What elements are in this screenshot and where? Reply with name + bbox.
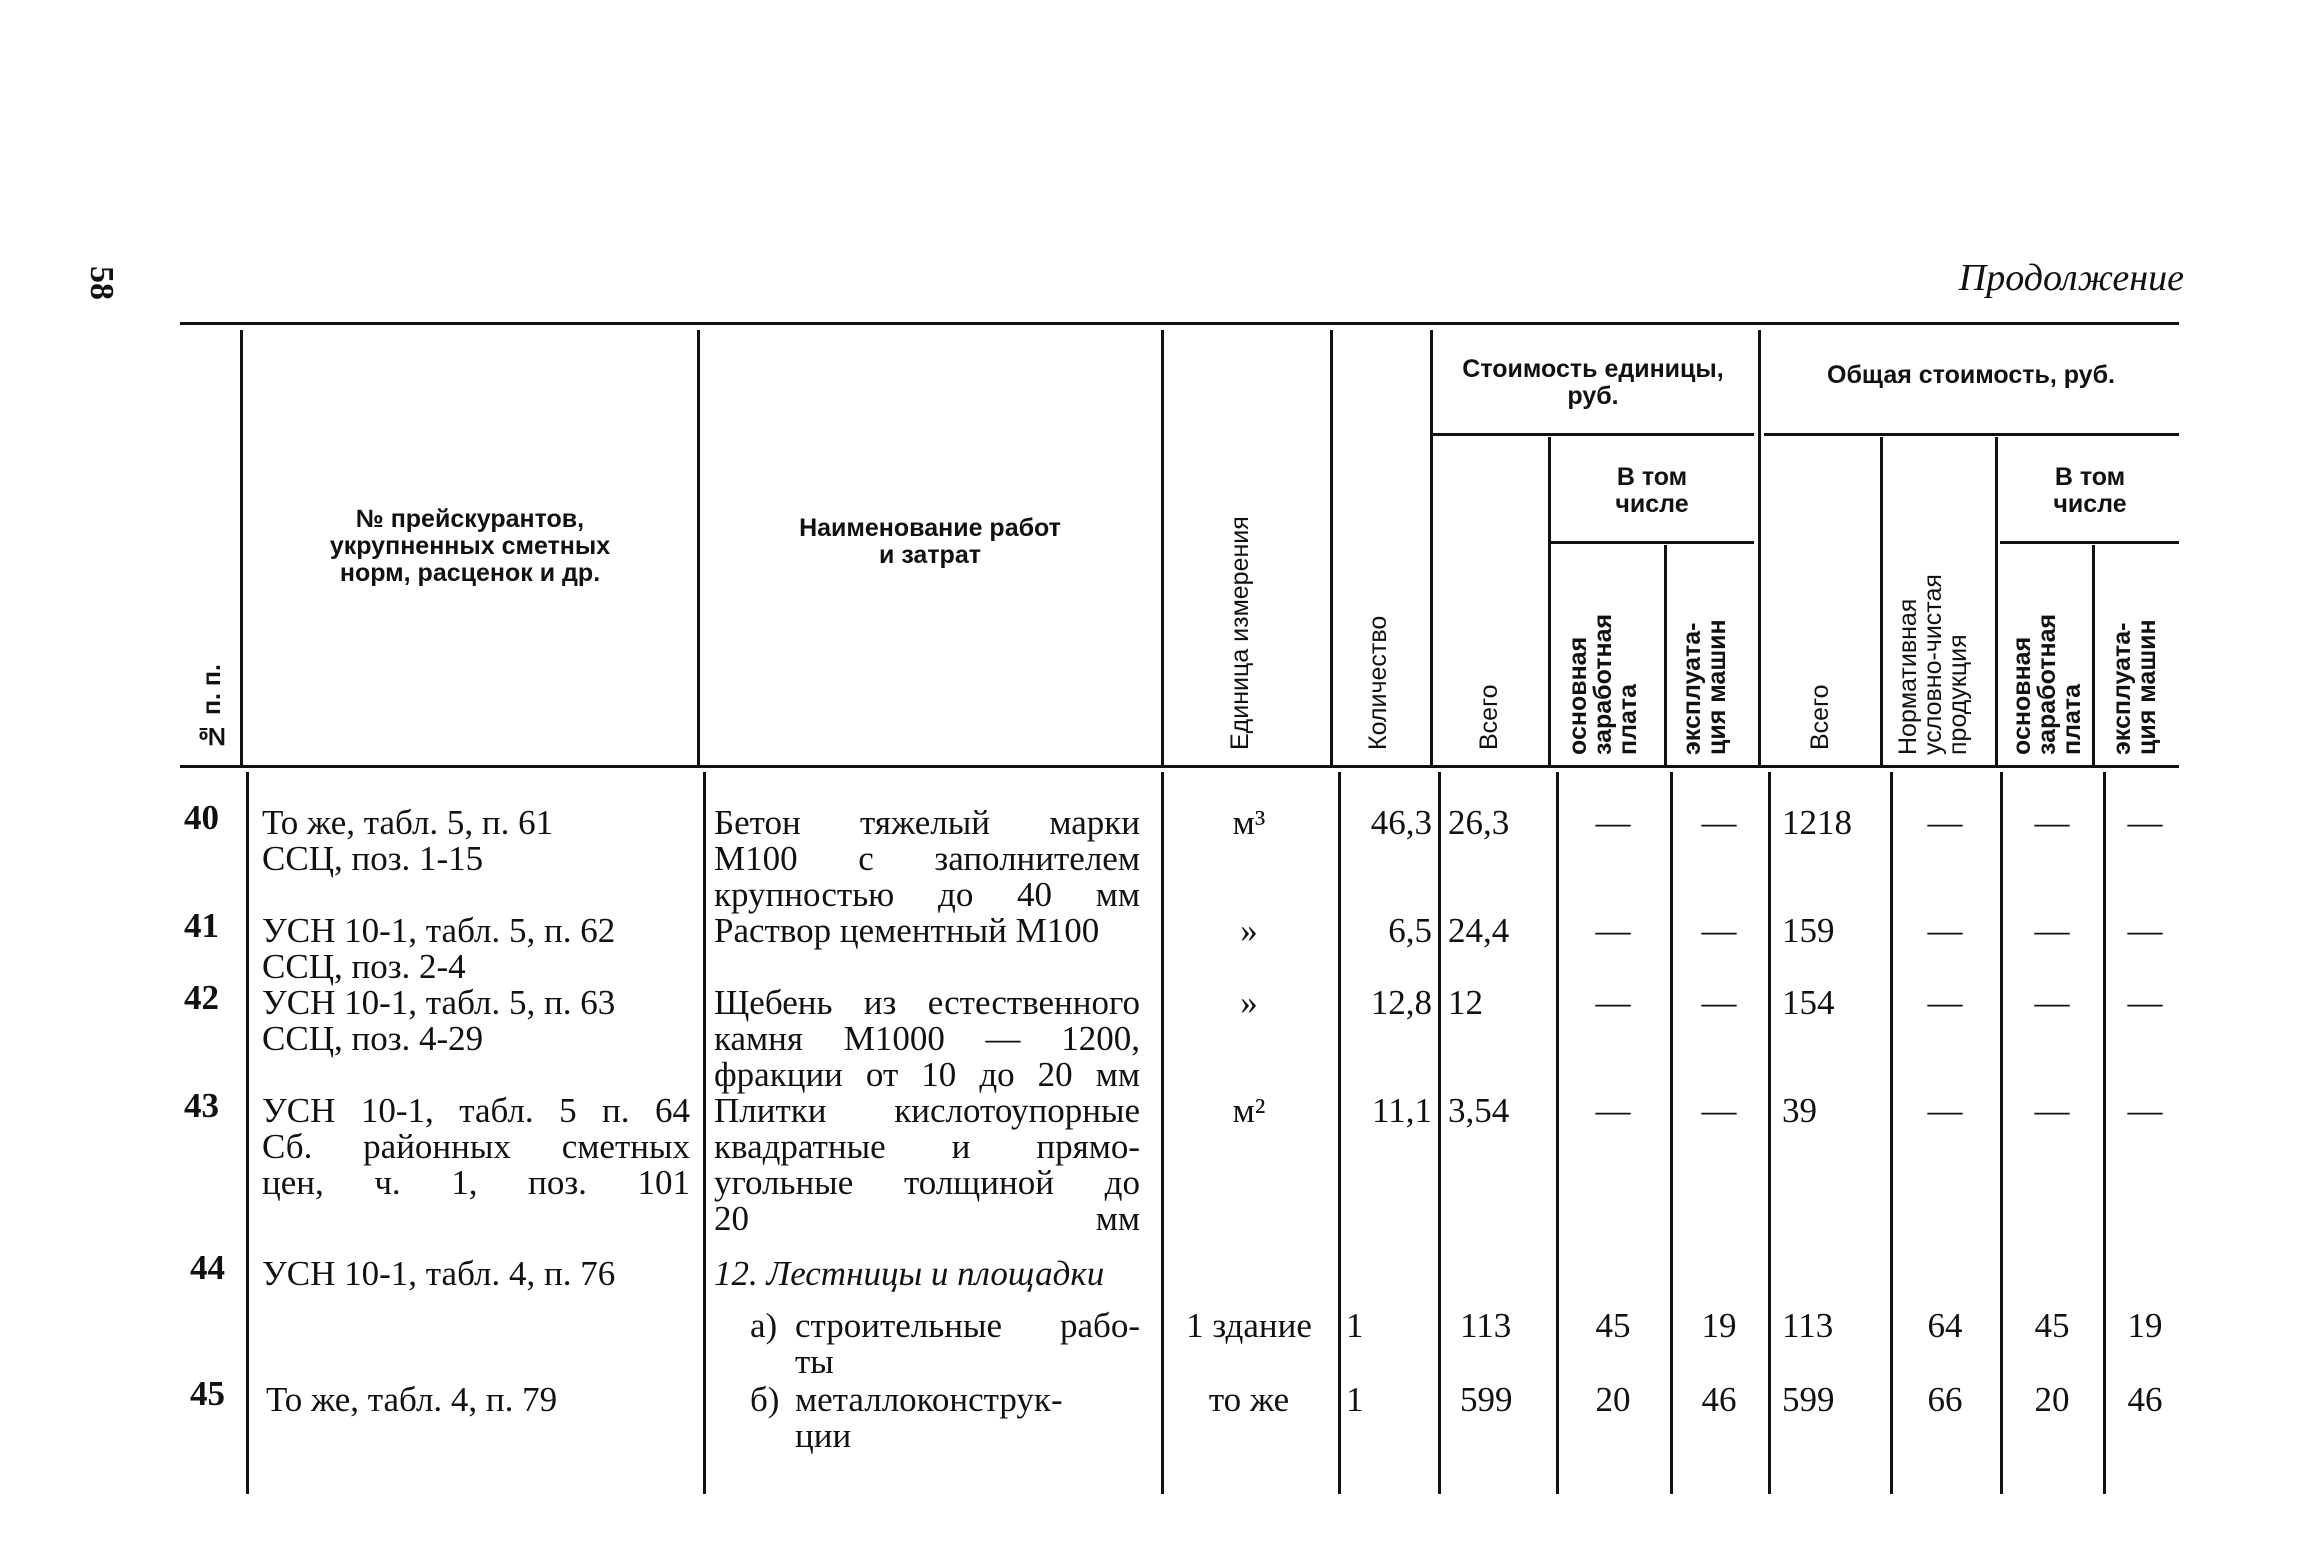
header-unit-machines: эксплуата- ция машин (1678, 619, 1731, 755)
row-quantity: 11,1 (1372, 1091, 1432, 1130)
row-unit: 1 здание (1186, 1306, 1312, 1345)
row-total: 159 (1782, 911, 1835, 950)
header-total-wage: основная заработная плата (2008, 613, 2086, 755)
row-unit-machines: — (1701, 911, 1737, 950)
row-unit-wage: — (1595, 803, 1631, 842)
col-rule (1556, 772, 1559, 1494)
row-total-normative: 66 (1927, 1380, 1963, 1419)
header-unit-including: В том числе (1615, 463, 1689, 518)
header-bottom-rule (180, 765, 2179, 768)
row-total-machines: — (2127, 911, 2163, 950)
row-work-name: Плитки кислотоупорные квадратные и прямо- угольные толщиной до 20 мм (714, 1091, 1140, 1238)
row-work-name: Щебень из естественного камня М1000 — 1200, фракции от 10 до 20 мм (714, 983, 1140, 1094)
row-total-machines: 19 (2127, 1306, 2163, 1345)
row-total-machines: — (2127, 983, 2163, 1022)
col-rule (2103, 772, 2106, 1494)
row-unit-machines: 19 (1701, 1306, 1737, 1345)
row-work-name: строительные рабо- ты (795, 1306, 1140, 1381)
row-total-wage: — (2034, 911, 2070, 950)
col-rule (697, 330, 700, 765)
header-no: № п. п. (198, 664, 226, 750)
row-number: 43 (184, 1086, 219, 1125)
row-unit-wage: 45 (1595, 1306, 1631, 1345)
row-total: 599 (1782, 1380, 1835, 1419)
row-total-normative: — (1927, 803, 1963, 842)
page-number: 58 (83, 266, 120, 300)
header-unit-total: Всего (1475, 684, 1503, 750)
row-total-normative: 64 (1927, 1306, 1963, 1345)
row-work-name: металлоконструк- ции (795, 1380, 1063, 1455)
row-reference: УСН 10-1, табл. 5 п. 64 Сб. районных сметных цен, ч. 1, поз. 101 (262, 1091, 690, 1202)
col-rule (240, 330, 243, 765)
row-total-normative: — (1927, 1091, 1963, 1130)
col-rule (1670, 772, 1673, 1494)
header-total-cost: Общая стоимость, руб. (1827, 361, 2115, 389)
row-work-name: Бетон тяжелый марки М100 с заполнителем крупностью до 40 мм (714, 803, 1140, 914)
row-unit-machines: — (1701, 1091, 1737, 1130)
row-total-wage: — (2034, 983, 2070, 1022)
header-work-name: Наименование работ и затрат (799, 514, 1061, 569)
row-unit: » (1240, 911, 1258, 950)
row-total: 113 (1782, 1306, 1834, 1345)
row-quantity: 1 (1346, 1306, 1364, 1345)
header-unit-wage: основная заработная плата (1564, 613, 1642, 755)
sub-item-label: б) (750, 1380, 780, 1419)
col-rule (1330, 330, 1333, 765)
row-unit: то же (1208, 1380, 1290, 1419)
row-unit-total: 113 (1460, 1306, 1512, 1345)
total-including-underline (2000, 541, 2179, 544)
col-rule (2000, 772, 2003, 1494)
row-number: 42 (184, 978, 219, 1017)
col-rule (1890, 772, 1893, 1494)
header-total-including: В том числе (2053, 463, 2127, 518)
sub-item-label: а) (750, 1306, 778, 1345)
row-total-machines: — (2127, 1091, 2163, 1130)
row-unit: » (1240, 983, 1258, 1022)
row-quantity: 6,5 (1388, 911, 1432, 950)
row-total-machines: 46 (2127, 1380, 2163, 1419)
header-price-lists: № прейскурантов, укрупненных сметных норм, расценок и др. (329, 505, 611, 587)
unit-including-underline (1550, 541, 1754, 544)
col-rule (1548, 437, 1551, 765)
row-quantity: 46,3 (1370, 803, 1432, 842)
row-unit-total: 12 (1448, 983, 1483, 1022)
row-number: 40 (184, 798, 219, 837)
col-rule (1664, 545, 1667, 765)
row-total: 39 (1782, 1091, 1817, 1130)
header-unit-cost: Стоимость единицы, руб. (1462, 355, 1724, 410)
header-unit: Единица измерения (1226, 516, 1254, 750)
col-rule (703, 772, 706, 1494)
row-total-wage: — (2034, 803, 2070, 842)
row-unit: м³ (1232, 803, 1266, 842)
row-number: 45 (190, 1374, 225, 1413)
row-total-wage: 45 (2034, 1306, 2070, 1345)
row-total-normative: — (1927, 911, 1963, 950)
row-unit-total: 599 (1460, 1380, 1513, 1419)
row-reference: УСН 10-1, табл. 4, п. 76 (262, 1254, 616, 1293)
row-reference: УСН 10-1, табл. 5, п. 62 ССЦ, поз. 2-4 (262, 911, 616, 986)
row-unit: м² (1232, 1091, 1266, 1130)
col-rule (1338, 772, 1341, 1494)
col-rule (1880, 437, 1883, 765)
row-total-wage: — (2034, 1091, 2070, 1130)
row-number: 44 (190, 1248, 225, 1287)
header-total-all: Всего (1806, 684, 1834, 750)
row-unit-machines: — (1701, 983, 1737, 1022)
row-total-wage: 20 (2034, 1380, 2070, 1419)
col-rule (1161, 772, 1164, 1494)
row-quantity: 12,8 (1370, 983, 1432, 1022)
row-unit-wage: — (1595, 911, 1631, 950)
row-reference: УСН 10-1, табл. 5, п. 63 ССЦ, поз. 4-29 (262, 983, 616, 1058)
col-rule (1161, 330, 1164, 765)
header-total-normative: Нормативная условно-чистая продукция (1894, 574, 1972, 755)
section-title: 12. Лестницы и площадки (714, 1254, 1105, 1293)
col-rule (246, 772, 249, 1494)
row-unit-machines: — (1701, 803, 1737, 842)
unit-cost-underline (1432, 433, 1754, 436)
col-rule (1430, 330, 1433, 765)
row-total: 1218 (1782, 803, 1852, 842)
row-total: 154 (1782, 983, 1835, 1022)
row-unit-wage: 20 (1595, 1380, 1631, 1419)
row-total-machines: — (2127, 803, 2163, 842)
row-reference: То же, табл. 4, п. 79 (266, 1380, 558, 1419)
row-unit-total: 26,3 (1448, 803, 1510, 842)
table-top-rule (180, 322, 2179, 325)
col-rule (1995, 437, 1998, 765)
row-total-normative: — (1927, 983, 1963, 1022)
row-unit-total: 3,54 (1448, 1091, 1510, 1130)
row-number: 41 (184, 906, 219, 945)
row-unit-machines: 46 (1701, 1380, 1737, 1419)
col-rule (2092, 545, 2095, 765)
row-work-name: Раствор цементный М100 (714, 911, 1100, 950)
row-reference: То же, табл. 5, п. 61 ССЦ, поз. 1-15 (262, 803, 554, 878)
total-cost-underline (1764, 433, 2179, 436)
header-total-machines: эксплуата- ция машин (2108, 619, 2161, 755)
row-unit-wage: — (1595, 983, 1631, 1022)
col-rule (1438, 772, 1441, 1494)
row-unit-wage: — (1595, 1091, 1631, 1130)
continuation-label: Продолжение (1958, 257, 2184, 299)
col-rule (1758, 330, 1761, 765)
col-rule (1768, 772, 1771, 1494)
header-quantity: Количество (1364, 615, 1392, 750)
row-unit-total: 24,4 (1448, 911, 1510, 950)
row-quantity: 1 (1346, 1380, 1364, 1419)
